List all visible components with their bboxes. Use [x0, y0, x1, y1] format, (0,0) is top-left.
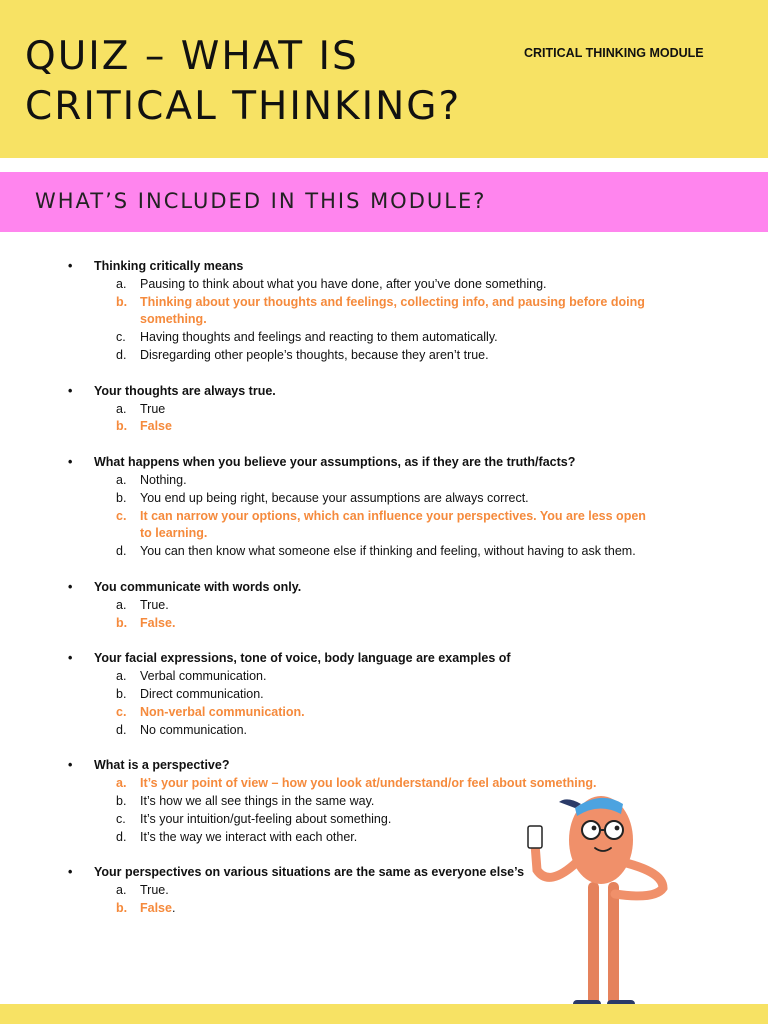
question-text: • What is a perspective? — [0, 757, 768, 775]
option-text: False — [140, 900, 172, 915]
section-title: WHAT’S INCLUDED IN THIS MODULE? — [35, 189, 487, 213]
option-letter: a. — [116, 472, 127, 487]
answer-option — [0, 276, 768, 294]
question-text: • Your thoughts are always true. — [0, 383, 768, 401]
option-text: True. — [140, 597, 169, 612]
option-letter: c. — [116, 330, 126, 345]
option-letter: a. — [116, 883, 127, 898]
option-letter: d. — [116, 544, 127, 559]
phone-icon — [528, 826, 542, 848]
answer-option — [0, 686, 768, 704]
question-item — [0, 579, 768, 632]
option-letter: d. — [116, 722, 127, 737]
module-tag: CRITICAL THINKING MODULE — [524, 46, 704, 60]
mascot-leg-right — [608, 882, 619, 1010]
answer-option — [0, 329, 768, 347]
option-text: It’s your point of view – how you look at/understand/or feel about something. — [140, 776, 597, 791]
question-item — [0, 383, 768, 436]
answer-option — [0, 347, 768, 365]
answer-option — [0, 668, 768, 686]
question-text: • Your perspectives on various situations are the same as everyone else’s — [0, 864, 768, 882]
option-letter: a. — [116, 597, 127, 612]
option-letter: b. — [116, 419, 128, 434]
footer-bar — [0, 1004, 768, 1024]
glasses-icon — [582, 821, 600, 839]
option-letter: b. — [116, 490, 127, 505]
option-letter: b. — [116, 686, 127, 701]
option-text: Thinking about your thoughts and feelings, collecting info, and pausing before doing something. — [140, 294, 645, 327]
option-letter: b. — [116, 615, 128, 630]
answer-option-correct — [0, 704, 768, 722]
page-title — [25, 32, 461, 132]
option-letter: b. — [116, 793, 127, 808]
answer-option-correct — [0, 508, 768, 544]
page-title-line-2: CRITICAL THINKING? — [25, 84, 462, 129]
option-text: It’s the way we interact with each other. — [140, 829, 358, 844]
option-letter: a. — [116, 401, 127, 416]
question-item — [0, 650, 768, 739]
option-text: Pausing to think about what you have done, after you’ve done something. — [140, 276, 547, 291]
option-letter: c. — [116, 508, 127, 523]
option-trailing-punctuation: . — [171, 900, 176, 915]
option-letter: d. — [116, 829, 127, 844]
option-letter: c. — [116, 811, 126, 826]
option-text: True. — [140, 883, 169, 898]
answer-option — [0, 490, 768, 508]
option-letter: a. — [116, 776, 127, 791]
option-letter: a. — [116, 276, 127, 291]
option-text: Non-verbal communication. — [140, 704, 305, 719]
option-text: Nothing. — [140, 472, 187, 487]
question-item — [0, 258, 768, 365]
question-text: • What happens when you believe your assumptions, as if they are the truth/facts? — [0, 454, 768, 472]
question-text: • Your facial expressions, tone of voice, body language are examples of — [0, 650, 768, 668]
option-text: You can then know what someone else if thinking and feeling, without having to ask them. — [140, 544, 636, 559]
option-text: False. — [140, 615, 176, 630]
option-letter: a. — [116, 669, 127, 684]
option-text: It’s how we all see things in the same way. — [140, 793, 375, 808]
question-text: • You communicate with words only. — [0, 579, 768, 597]
question-text: • Thinking critically means — [0, 258, 768, 276]
option-letter: c. — [116, 704, 127, 719]
answer-option — [0, 597, 768, 615]
option-text: It’s your intuition/gut-feeling about something. — [140, 811, 392, 826]
option-text: Disregarding other people’s thoughts, because they aren’t true. — [140, 347, 489, 362]
answer-option-correct — [0, 615, 768, 633]
option-text: No communication. — [140, 722, 247, 737]
option-text: Direct communication. — [140, 686, 264, 701]
option-text: It can narrow your options, which can influence your perspectives. You are less open to learning. — [140, 508, 646, 541]
mascot-illustration — [515, 790, 685, 1024]
option-text: You end up being right, because your assumptions are always correct. — [140, 490, 529, 505]
answer-option-correct — [0, 418, 768, 436]
option-text: Verbal communication. — [140, 669, 267, 684]
answer-option — [0, 543, 768, 561]
answer-option — [0, 472, 768, 490]
question-item — [0, 454, 768, 561]
answer-option — [0, 722, 768, 740]
option-text: True — [140, 401, 166, 416]
page-title-line-1: QUIZ – WHAT IS — [25, 34, 359, 79]
mascot-leg-left — [588, 882, 599, 1010]
option-text: Having thoughts and feelings and reacting to them automatically. — [140, 330, 498, 345]
option-letter: b. — [116, 294, 128, 309]
option-text: False — [140, 419, 172, 434]
answer-option — [0, 401, 768, 419]
option-letter: d. — [116, 347, 127, 362]
option-letter: b. — [116, 900, 128, 915]
answer-option-correct — [0, 294, 768, 330]
